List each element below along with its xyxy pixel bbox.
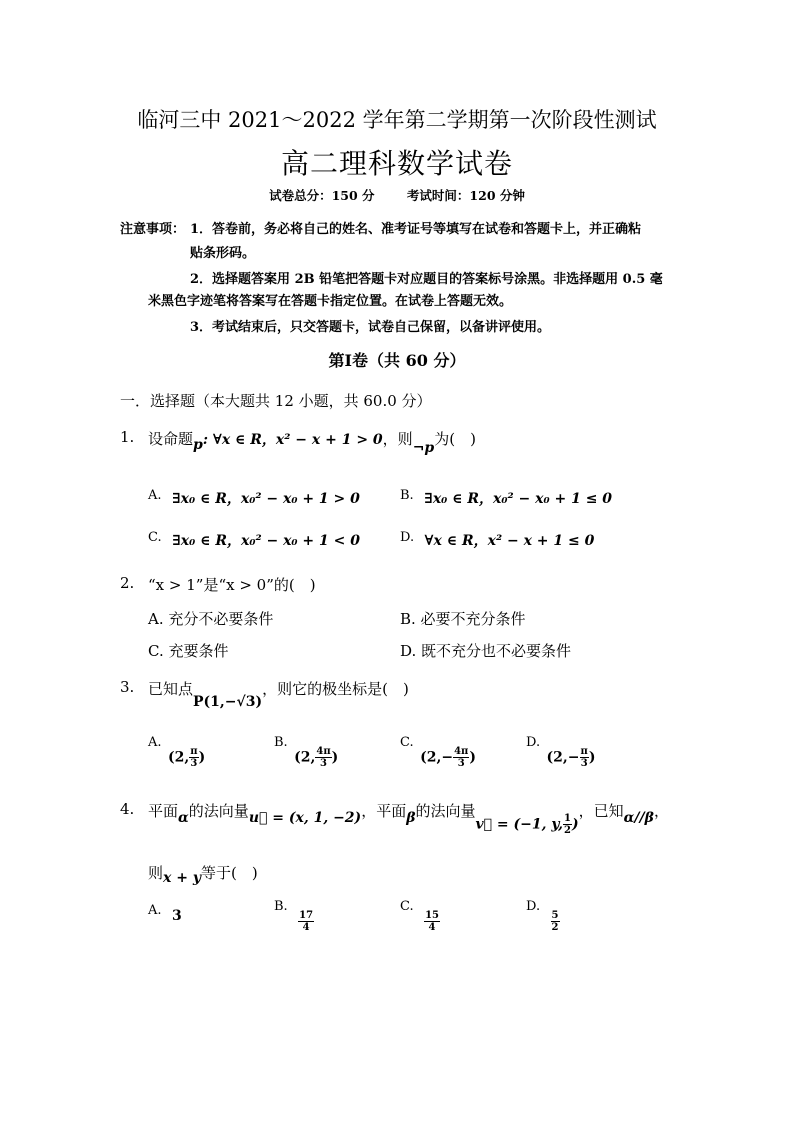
q3-option-b-num: 4π xyxy=(316,746,331,757)
question-2-number: 2. xyxy=(120,574,135,592)
q3-option-d-pre: (2,− xyxy=(546,749,580,766)
section-title: 第Ⅰ卷（共 60 分） xyxy=(328,351,466,370)
q4-option-b-num: 17 xyxy=(299,910,314,921)
question-3-stem xyxy=(148,678,409,710)
question-4-stem xyxy=(148,800,669,836)
q4-option-a-text: 3 xyxy=(171,908,182,924)
q4-option-c-num: 15 xyxy=(425,910,439,921)
q3-stem-end: ，则它的极坐标是( ) xyxy=(262,680,409,698)
q3-option-b-pre: (2, xyxy=(294,749,316,766)
q1-option-c[interactable] xyxy=(148,530,360,550)
q3-option-c-pre: (2,− xyxy=(420,749,454,766)
q4-option-b-den: 4 xyxy=(302,922,310,933)
question-1-stem xyxy=(148,428,476,456)
q1-math: : ∀x ∈ R，x² − x + 1 > 0 xyxy=(202,432,383,448)
q4-stem-f: ， xyxy=(653,802,669,820)
q4-option-c-label: C. xyxy=(400,898,414,914)
q3-option-d-num: π xyxy=(580,746,588,757)
q1-p: p xyxy=(193,437,203,453)
q4-stem-b: 的法向量 xyxy=(188,802,249,820)
q4-option-a[interactable] xyxy=(148,903,182,924)
q1-stem-text: 设命题 xyxy=(148,430,194,448)
q2-option-c[interactable]: C. 充要条件 xyxy=(148,642,229,660)
q3-option-c-den: 3 xyxy=(457,758,465,769)
q3-option-c-label: C. xyxy=(400,734,414,750)
q3-option-b-close: ) xyxy=(331,749,339,766)
question-4-number: 4. xyxy=(120,800,135,818)
q1-option-b[interactable] xyxy=(400,488,612,508)
q4-xy: x + y xyxy=(163,870,201,886)
notes-label: 注意事项： xyxy=(120,222,186,237)
q3-option-a-num: π xyxy=(190,746,198,757)
q4-option-c[interactable] xyxy=(400,898,440,933)
q4-stem-a: 平面 xyxy=(148,802,179,820)
q3-option-d-close: ) xyxy=(588,749,596,766)
q3-option-a-pre: (2, xyxy=(167,749,190,766)
exam-subject-title: 高二理科数学试卷 xyxy=(280,147,513,180)
q3-option-d-den: 3 xyxy=(580,758,588,769)
q3-option-c-close: ) xyxy=(469,749,476,766)
q3-option-a[interactable] xyxy=(148,734,206,769)
exam-school-title: 临河三中 2021～2022 学年第二学期第一次阶段性测试 xyxy=(137,108,657,132)
q2-option-d[interactable]: D. 既不充分也不必要条件 xyxy=(400,642,572,660)
q4-option-b-label: B. xyxy=(274,898,288,914)
q3-option-a-label: A. xyxy=(148,734,162,750)
q1-option-b-text: ∃x₀ ∈ R，x₀² − x₀ + 1 ≤ 0 xyxy=(424,491,613,507)
q2-option-a[interactable]: A. 充分不必要条件 xyxy=(148,610,274,628)
q1-option-d-label: D. xyxy=(400,530,415,545)
q3-option-b-label: B. xyxy=(274,734,288,750)
q4-v-close: ) xyxy=(572,816,579,832)
q2-option-b[interactable]: B. 必要不充分条件 xyxy=(400,610,526,628)
q1-stem-end: 为( ) xyxy=(434,430,476,448)
part-title: 一．选择题（本大题共 12 小题，共 60.0 分） xyxy=(120,392,432,410)
q4-option-c-den: 4 xyxy=(428,922,436,933)
q1-option-c-text: ∃x₀ ∈ R，x₀² − x₀ + 1 < 0 xyxy=(172,533,360,549)
q3-option-c-num: 4π xyxy=(454,746,469,757)
q4-stem-e: ，已知 xyxy=(578,802,624,820)
q1-option-a[interactable] xyxy=(148,488,360,508)
question-3-number: 3. xyxy=(120,678,135,696)
q4-option-d-den: 2 xyxy=(551,922,559,933)
q3-option-c[interactable] xyxy=(400,734,476,769)
q3-option-a-close: ) xyxy=(198,749,206,766)
q4-v-vector: v⃗ = (−1, y, xyxy=(475,816,564,832)
note-item-2: 2．选择题答案用 2B 铅笔把答题卡对应题目的答案标号涂黑。非选择题用 0.5 毫 xyxy=(190,272,663,287)
q1-option-d[interactable] xyxy=(400,530,594,550)
q4-v-den: 2 xyxy=(564,824,572,836)
q4-stem-c: ，平面 xyxy=(361,802,407,820)
q4-alpha: α xyxy=(178,810,189,826)
q4-u-vector: u⃗ = (x, 1, −2) xyxy=(248,810,362,826)
q3-stem-text: 已知点 xyxy=(148,680,194,698)
q3-option-b-den: 3 xyxy=(320,758,328,769)
question-2-stem: “x > 1”是“x > 0”的( ) xyxy=(148,576,316,594)
exam-meta xyxy=(0,186,794,204)
q1-option-b-label: B. xyxy=(400,488,414,503)
q4-line2-a: 则 xyxy=(148,864,164,882)
q3-option-a-den: 3 xyxy=(190,758,198,769)
q4-option-d[interactable] xyxy=(526,898,560,933)
q1-option-a-label: A. xyxy=(148,488,162,503)
note-item-1-cont: 贴条形码。 xyxy=(190,246,256,261)
q1-option-a-text: ∃x₀ ∈ R，x₀² − x₀ + 1 > 0 xyxy=(171,491,360,507)
q4-v-num: 1 xyxy=(564,812,572,824)
q3-option-d-label: D. xyxy=(526,734,541,750)
q4-option-d-num: 5 xyxy=(551,910,559,921)
q1-option-d-text: ∀x ∈ R，x² − x + 1 ≤ 0 xyxy=(424,533,595,549)
q3-point: P(1,−√3) xyxy=(193,694,263,710)
q3-option-b[interactable] xyxy=(274,734,339,769)
q1-negp: ¬p xyxy=(412,440,435,456)
note-item-1: 1．答卷前，务必将自己的姓名、准考证号等填写在试卷和答题卡上，并正确粘 xyxy=(190,222,642,237)
q4-parallel: α//β xyxy=(623,810,654,826)
q4-option-d-label: D. xyxy=(526,898,541,914)
note-item-3: 3．考试结束后，只交答题卡，试卷自己保留，以备讲评使用。 xyxy=(190,320,551,335)
q1-option-c-label: C. xyxy=(148,530,162,545)
q4-stem-d: 的法向量 xyxy=(415,802,476,820)
q4-beta: β xyxy=(406,810,416,826)
question-4-line2 xyxy=(148,862,258,886)
q4-line2-b: 等于( ) xyxy=(200,864,258,882)
exam-time: 考试时间：120 分钟 xyxy=(406,188,525,203)
question-1-number: 1. xyxy=(120,428,135,446)
total-score: 试卷总分：150 分 xyxy=(269,188,375,203)
note-item-2-cont: 米黑色字迹笔将答案写在答题卡指定位置。在试卷上答题无效。 xyxy=(148,294,513,309)
q4-option-b[interactable] xyxy=(274,898,314,933)
q1-stem-then: ，则 xyxy=(382,430,413,448)
q3-option-d[interactable] xyxy=(526,734,596,769)
q4-option-a-label: A. xyxy=(148,903,162,918)
